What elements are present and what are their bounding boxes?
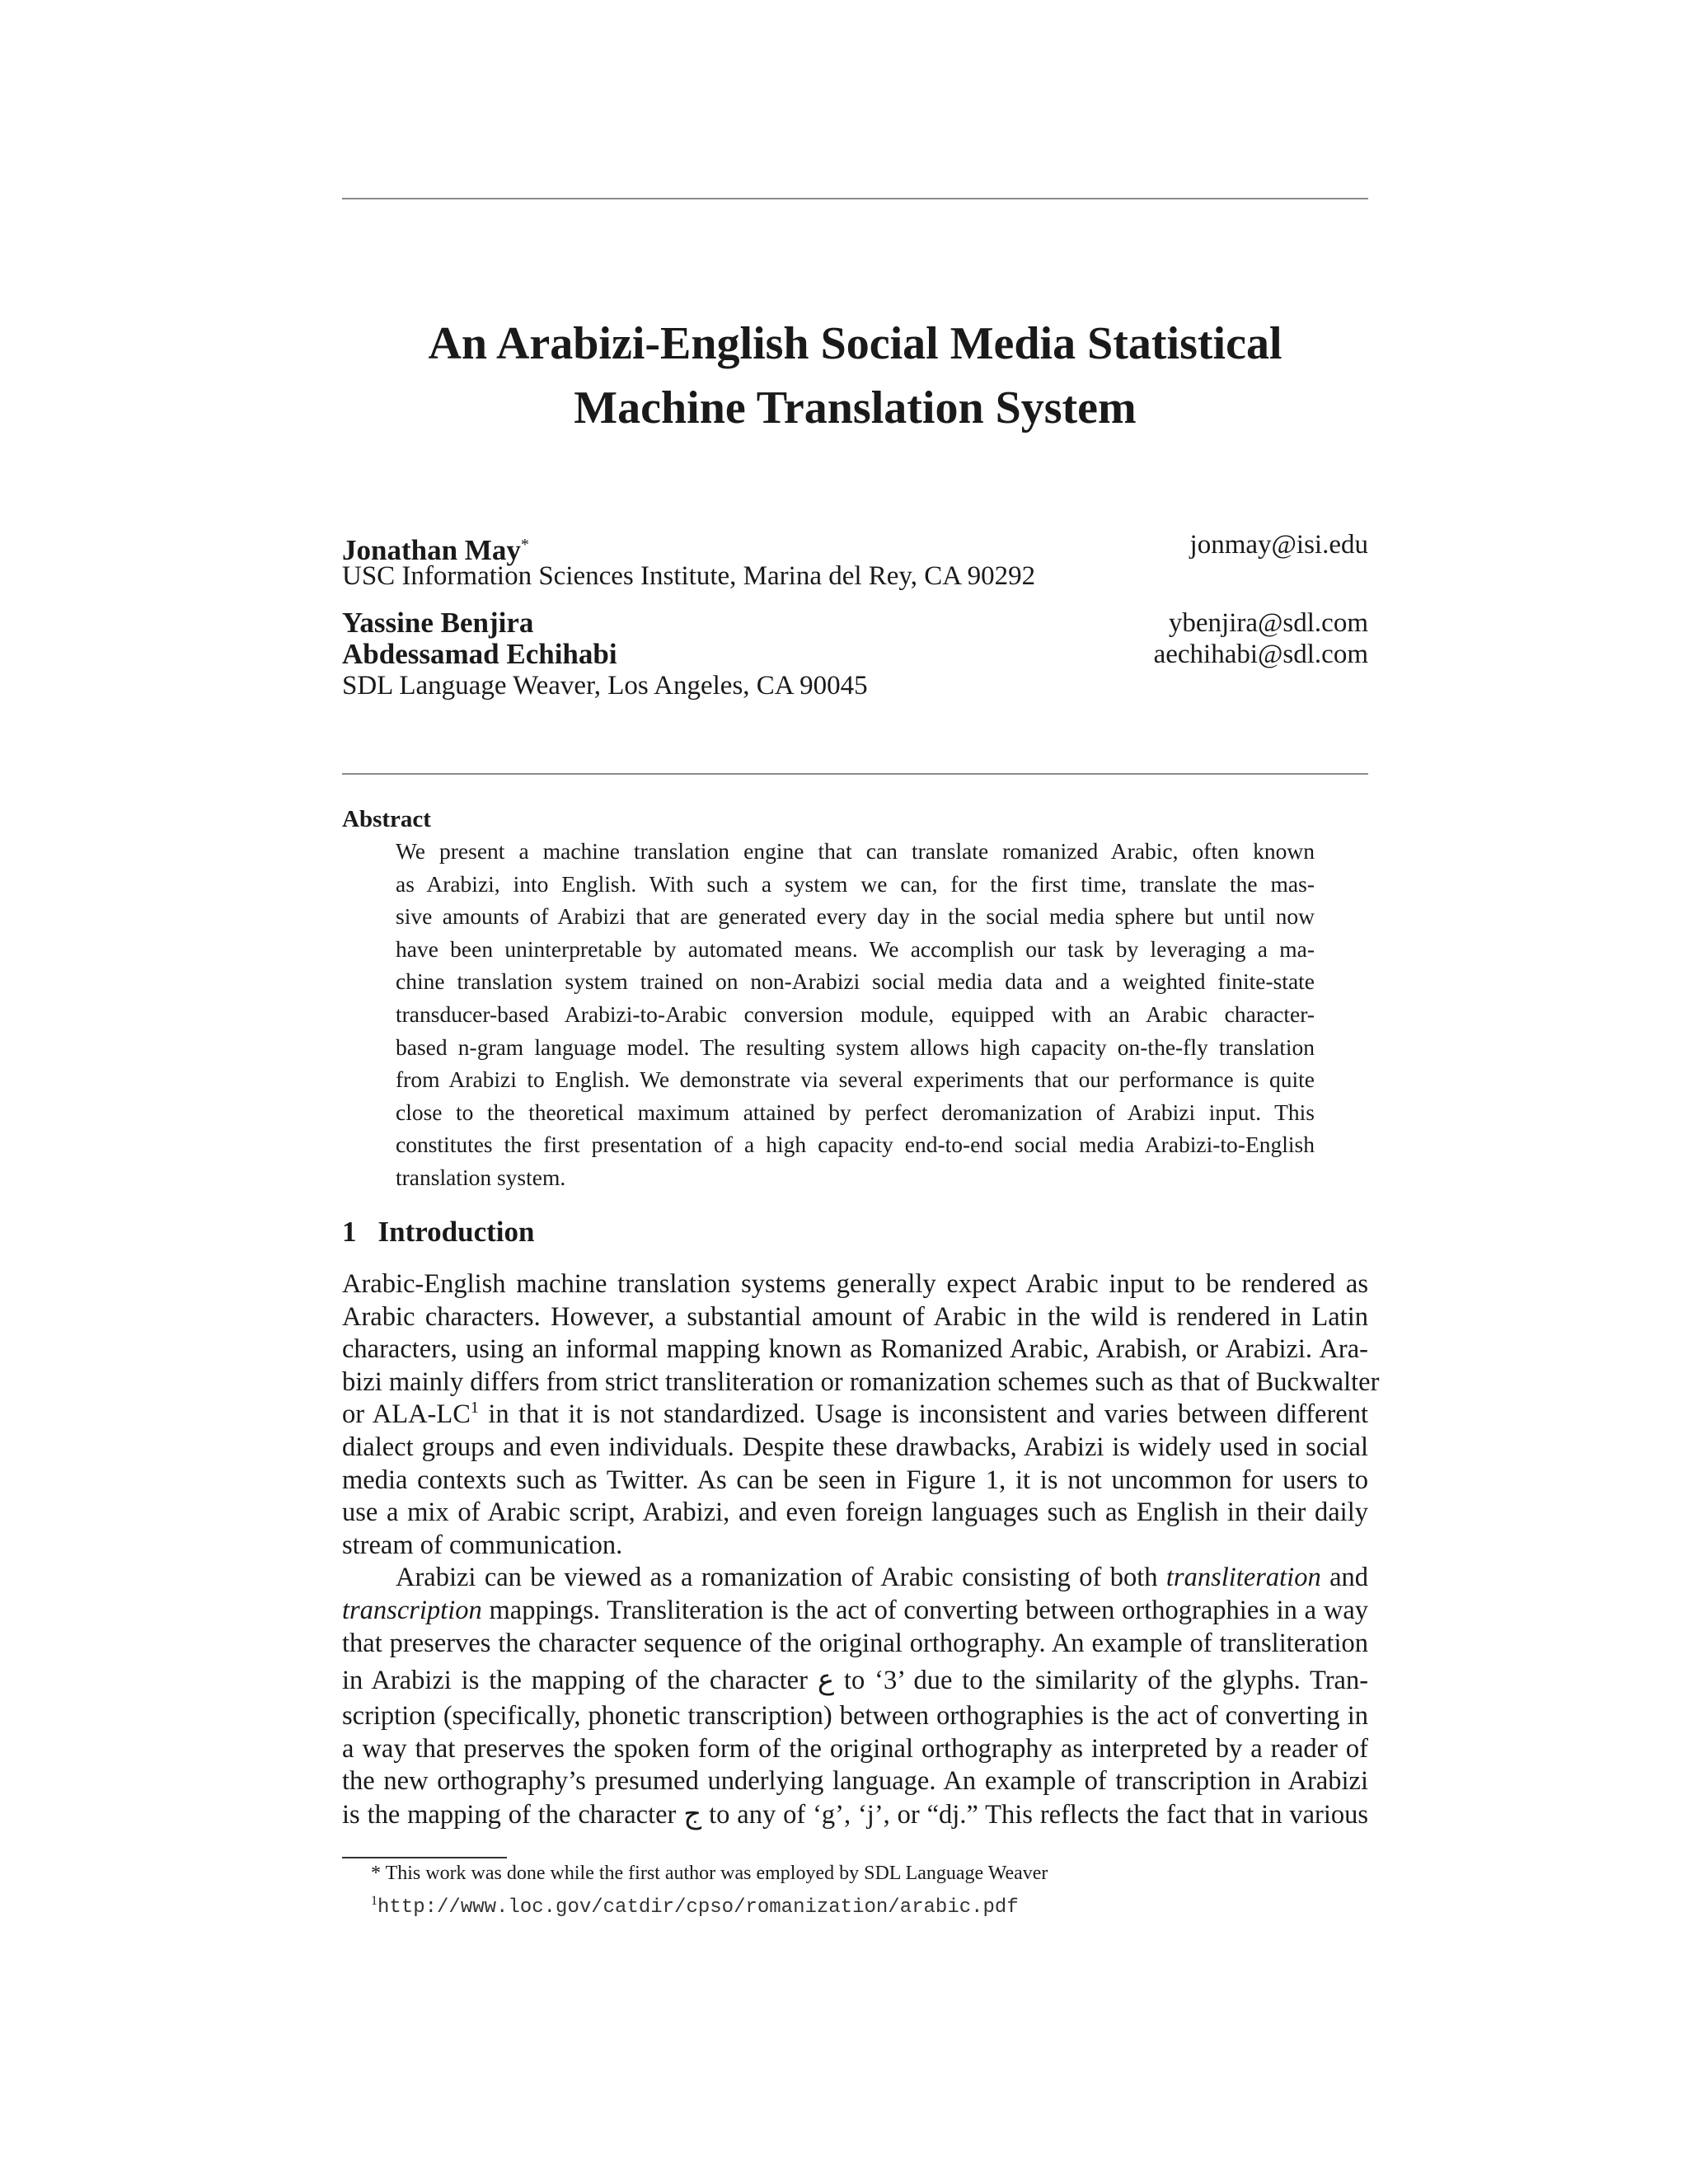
- abstract-line: constitutes the first presentation of a high capacity end-to-end social media Arabizi-to-English: [396, 1132, 1315, 1158]
- body-text: in Arabizi is the mapping of the character: [342, 1666, 808, 1696]
- emphasis-text: transcription: [342, 1595, 482, 1625]
- ala-lc-text: or ALA-LC: [342, 1399, 471, 1430]
- body-line: media contexts such as Twitter. As can be seen in Figure 1, it is not uncommon for users to: [342, 1465, 1368, 1495]
- abstract-line: We present a machine translation engine that can translate romanized Arabic, often known: [396, 838, 1315, 864]
- footnote-1-mark: 1: [371, 1894, 377, 1908]
- abstract-heading: Abstract: [342, 806, 431, 832]
- section-heading: [342, 1216, 534, 1249]
- author-email: aechihabi@sdl.com: [1153, 640, 1368, 669]
- author-block-2: [342, 607, 1368, 701]
- section-number: 1: [342, 1216, 357, 1248]
- author-email: jonmay@isi.edu: [1189, 530, 1368, 560]
- abstract-line: chine translation system trained on non-Arabizi social media data and a weighted finite-state: [396, 968, 1315, 995]
- body-line: [342, 1798, 1368, 1832]
- body-text: Arabizi can be viewed as a romanization of Arabic consisting of both: [396, 1563, 1158, 1593]
- author-affiliation: SDL Language Weaver, Los Angeles, CA 90045: [342, 671, 868, 701]
- body-line: Arabic-English machine translation systems generally expect Arabic input to be rendered as: [342, 1269, 1368, 1299]
- body-line: [342, 1660, 1368, 1700]
- footnote-1: [371, 1887, 1360, 1922]
- body-line: dialect groups and even individuals. Despite these drawbacks, Arabizi is widely used in social: [342, 1432, 1368, 1462]
- body-line: that preserves the character sequence of the original orthography. An example of transliteration: [342, 1628, 1368, 1658]
- paper-title: [342, 312, 1368, 440]
- emphasis-text: transliteration: [1165, 1563, 1321, 1593]
- abstract-line: sive amounts of Arabizi that are generated every day in the social media sphere but until now: [396, 903, 1315, 930]
- body-line: [342, 1595, 1368, 1628]
- abstract-line: translation system.: [396, 1164, 566, 1190]
- arabic-char-jim: ج: [683, 1797, 702, 1830]
- abstract-line: from Arabizi to English. We demonstrate via several experiments that our performance is quite: [396, 1066, 1315, 1093]
- abstract-line: transducer-based Arabizi-to-Arabic conversion module, equipped with an Arabic character-: [396, 1001, 1315, 1027]
- abstract-line: as Arabizi, into English. With such a system we can, for the first time, translate the mas-: [396, 870, 1315, 897]
- author-footnote-mark: *: [520, 536, 529, 554]
- section-title: Introduction: [377, 1216, 535, 1248]
- body-line: the new orthography’s presumed underlying language. An example of transcription in Arabizi: [342, 1766, 1368, 1797]
- header-rule: [342, 198, 1368, 199]
- footnote-rule: [342, 1857, 507, 1858]
- author-name: Abdessamad Echihabi: [342, 638, 617, 670]
- body-line: [342, 1399, 1368, 1432]
- abstract-line: based n-gram language model. The resulting system allows high capacity on-the-fly translation: [396, 1033, 1315, 1060]
- author-name: Yassine Benjira: [342, 607, 534, 639]
- body-line: scription (specifically, phonetic transcription) between orthographies is the act of converting in: [342, 1701, 1368, 1732]
- section-body: [342, 1268, 1380, 1832]
- arabic-char-ain: ع: [817, 1663, 835, 1697]
- footnote-1-url[interactable]: http://www.loc.gov/catdir/cpso/romanization/arabic.pdf: [377, 1896, 1019, 1919]
- title-line-1: An Arabizi-English Social Media Statistical: [428, 318, 1282, 369]
- body-line: characters, using an informal mapping known as Romanized Arabic, Arabish, or Arabizi. Ara-: [342, 1334, 1368, 1365]
- footnote-star: * This work was done while the first author was employed by SDL Language Weaver: [371, 1863, 1048, 1884]
- body-text: to any of ‘g’, ‘j’, or “dj.” This reflects the fact that in various: [709, 1799, 1369, 1830]
- body-text: is the mapping of the character: [342, 1799, 677, 1830]
- author-email: ybenjira@sdl.com: [1168, 608, 1368, 638]
- abstract-body: [396, 835, 1315, 1194]
- body-text: in that it is not standardized. Usage is inconsistent and varies between different: [488, 1399, 1368, 1430]
- body-line: a way that preserves the spoken form of the original orthography as interpreted by a reader of: [342, 1733, 1368, 1764]
- footnote-ref: 1: [470, 1399, 479, 1418]
- abstract-line: close to the theoretical maximum attained by perfect deromanization of Arabizi input. This: [396, 1099, 1315, 1125]
- author-affiliation: USC Information Sciences Institute, Marina del Rey, CA 90292: [342, 561, 1036, 591]
- body-line: [342, 1562, 1368, 1595]
- body-line: use a mix of Arabic script, Arabizi, and even foreign languages such as English in their daily: [342, 1497, 1368, 1528]
- body-line: stream of communication.: [342, 1530, 623, 1560]
- body-text: and: [1329, 1563, 1369, 1593]
- author-block-1: [342, 529, 1368, 592]
- title-line-2: Machine Translation System: [574, 382, 1137, 434]
- body-text: to ‘3’ due to the similarity of the glyphs. Tran-: [843, 1666, 1369, 1696]
- body-line: bizi mainly differs from strict transliteration or romanization schemes such as that of Buckwalter: [342, 1366, 1380, 1397]
- abstract-line: have been uninterpretable by automated means. We accomplish our task by leveraging a ma-: [396, 935, 1315, 962]
- section-rule: [342, 773, 1368, 775]
- body-text: mappings. Transliteration is the act of converting between orthographies in a way: [489, 1595, 1368, 1625]
- body-line: Arabic characters. However, a substantial amount of Arabic in the wild is rendered in Latin: [342, 1301, 1368, 1332]
- footnotes: [371, 1859, 1360, 1922]
- author-name: Jonathan May: [342, 534, 521, 566]
